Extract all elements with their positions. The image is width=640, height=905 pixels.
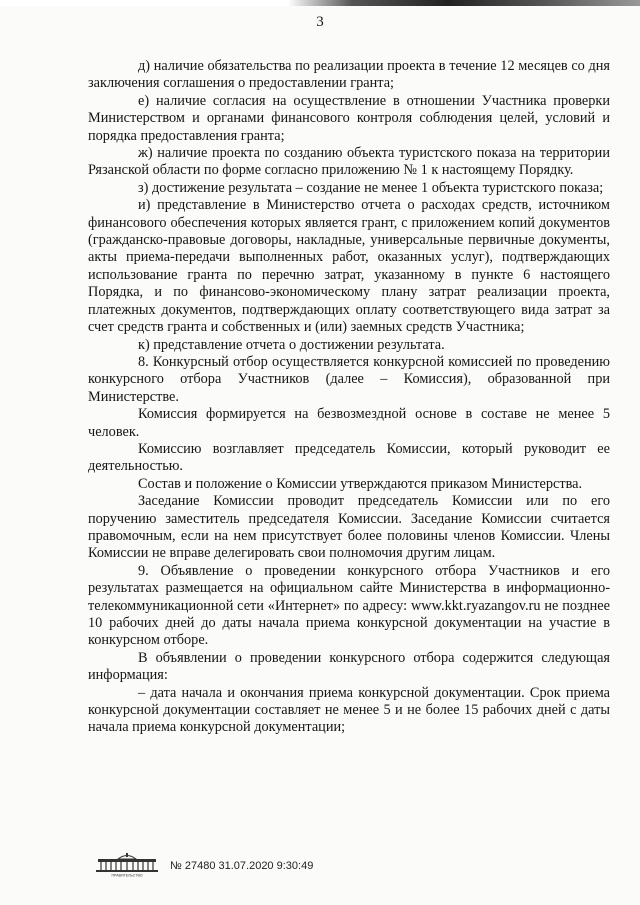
scan-top-edge: [0, 0, 640, 6]
stamp-caption: ПРАВИТЕЛЬСТВО: [111, 873, 143, 877]
paragraph-commission-composition: Состав и положение о Комиссии утверждаются приказом Министерства.: [138, 475, 583, 492]
government-building-stamp-icon: [92, 851, 162, 877]
paragraph-announcement: В объявлении о проведении конкурсного отбора содержится следующая информация:: [88, 649, 610, 684]
paragraph-i: и) представление в Министерство отчета о расходах средств, источником финансового обеспечения которых является грант, с приложением копий документов (гражданско-правовые договоры, накладные, универсальные первичные документы, акты приема-передачи выполненных работ, оказанных услуг), подтверждающих использование гранта по перечню затрат, указанному в пункте 6 настоящего Порядка, и по финансово-экономическому плану затрат реализации проекта, платежных документов, подтверждающих оплату соответствующего вида затрат за счет средств гранта и собственных и (или) заемных средств Участника;: [88, 197, 610, 336]
paragraph-z: з) достижение результата – создание не менее 1 объекта туристского показа;: [138, 179, 604, 196]
registration-number: № 27480 31.07.2020 9:30:49: [170, 860, 314, 872]
paragraph-d: д) наличие обязательства по реализации проекта в течение 12 месяцев со дня заключения соглашения о предоставлении гранта;: [88, 58, 610, 92]
document-body: [88, 58, 610, 737]
paragraph-9: 9. Объявление о проведении конкурсного отбора Участников и его результатах размещается на официальном сайте Министерства в информационно-телекоммуникационной сети «Интернет» по адресу: www.kkt.ryazangov.ru не позднее 10 рабочих дней до даты начала приема конкурсной документации на участие в конкурсном отборе.: [88, 562, 610, 649]
paragraph-zh: ж) наличие проекта по созданию объекта туристского показа на территории Рязанской области по форме согласно приложению № 1 к настоящему Порядку.: [88, 145, 610, 179]
paragraph-commission-meeting: Заседание Комиссии проводит председатель Комиссии или по его поручению заместитель председателя Комиссии. Заседание Комиссии считается правомочным, если на нем присутствует более половины членов Комиссии. Члены Комиссии не вправе делегировать свои полномочия другим лицам.: [88, 493, 610, 562]
paragraph-commission-chair: Комиссию возглавляет председатель Комиссии, который руководит ее деятельностью.: [88, 440, 610, 475]
paragraph-8: 8. Конкурсный отбор осуществляется конкурсной комиссией по проведению конкурсного отбора Участников (далее – Комиссия), образованной при Министерстве.: [88, 353, 610, 405]
paragraph-commission-formed: Комиссия формируется на безвозмездной основе в составе не менее 5 человек.: [88, 406, 610, 440]
paragraph-e: е) наличие согласия на осуществление в отношении Участника проверки Министерством и органами финансового контроля соблюдения целей, условий и порядка предоставления гранта;: [88, 92, 610, 144]
paragraph-dates: – дата начала и окончания приема конкурсной документации. Срок приема конкурсной документации составляет не менее 5 и не более 15 рабочих дней с даты начала приема конкурсной документации;: [88, 684, 610, 736]
page-number: 3: [316, 14, 324, 30]
paragraph-k: к) представление отчета о достижении результата.: [138, 336, 445, 353]
